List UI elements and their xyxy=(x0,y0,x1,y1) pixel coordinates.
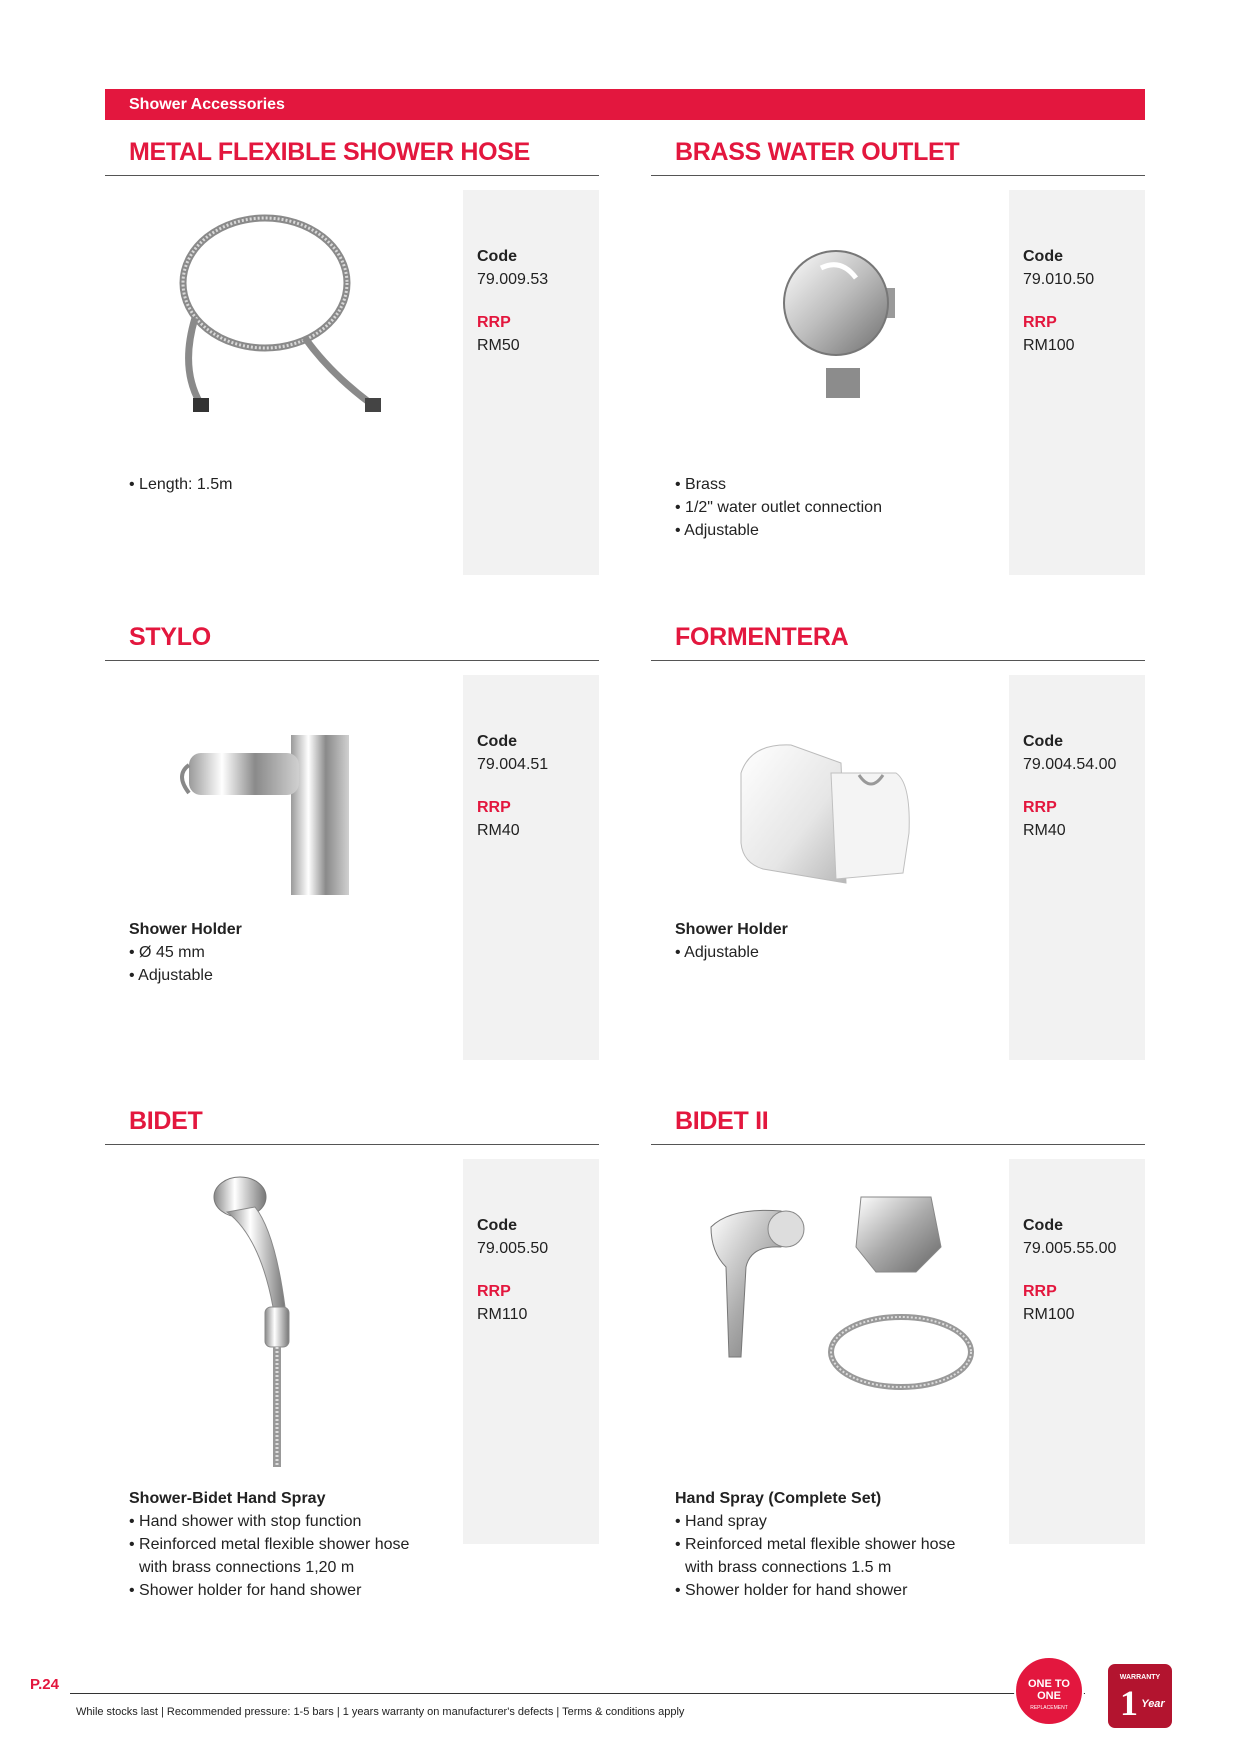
product-title: BIDET xyxy=(129,1107,203,1135)
feature-item: • Adjustable xyxy=(675,522,759,539)
bidet-complete-set-image xyxy=(671,1167,991,1417)
product-code: 79.010.50 xyxy=(1023,271,1095,288)
description-heading: Shower-Bidet Hand Spray xyxy=(129,1490,326,1507)
feature-item: • Ø 45 mm xyxy=(129,944,205,961)
feature-item: • Shower holder for hand shower xyxy=(675,1582,908,1599)
rrp-label: RRP xyxy=(1023,1283,1057,1300)
product-price: RM100 xyxy=(1023,1306,1075,1323)
product-description xyxy=(675,473,882,542)
product-card-formentera xyxy=(651,623,1145,1043)
feature-item: with brass connections 1,20 m xyxy=(139,1559,355,1576)
product-info-panel xyxy=(1009,190,1145,575)
code-label: Code xyxy=(477,733,517,750)
badge-line-3: REPLACEMENT xyxy=(1030,1705,1068,1711)
product-code: 79.004.51 xyxy=(477,756,549,773)
product-title: STYLO xyxy=(129,623,211,651)
warranty-years: 1 xyxy=(1120,1683,1138,1723)
feature-item: • Hand shower with stop function xyxy=(129,1513,362,1530)
description-heading: Hand Spray (Complete Set) xyxy=(675,1490,882,1507)
feature-item: • Reinforced metal flexible shower hose xyxy=(129,1536,410,1553)
feature-item: • Adjustable xyxy=(129,967,213,984)
product-description xyxy=(675,918,788,964)
product-info-panel xyxy=(1009,1159,1145,1544)
feature-item: • Hand spray xyxy=(675,1513,767,1530)
page-number: P.24 xyxy=(30,1676,59,1693)
bidet-hand-spray-image xyxy=(125,1167,445,1467)
title-divider xyxy=(105,1144,599,1145)
product-card-bidet xyxy=(105,1107,599,1599)
product-info-panel xyxy=(1009,675,1145,1060)
section-header: Shower Accessories xyxy=(105,89,1145,120)
title-divider xyxy=(105,660,599,661)
code-label: Code xyxy=(1023,248,1063,265)
product-title: BIDET II xyxy=(675,1107,769,1135)
formentera-holder-image xyxy=(671,683,991,933)
product-price: RM100 xyxy=(1023,337,1075,354)
rrp-label: RRP xyxy=(477,799,511,816)
product-card-brass-water-outlet xyxy=(651,138,1145,558)
product-description xyxy=(129,918,242,987)
title-divider xyxy=(651,1144,1145,1145)
product-info-panel xyxy=(463,1159,599,1544)
product-price: RM40 xyxy=(477,822,520,839)
stylo-holder-image xyxy=(125,683,445,933)
feature-item: • Brass xyxy=(675,476,726,493)
badge-line-1: ONE TO xyxy=(1028,1678,1070,1690)
footer-note: While stocks last | Recommended pressure: 1-5 bars | 1 years warranty on manufacturer's defects | Terms & conditions apply xyxy=(76,1706,685,1718)
title-divider xyxy=(651,660,1145,661)
rrp-label: RRP xyxy=(1023,314,1057,331)
shower-hose-image xyxy=(125,198,445,448)
product-card-bidet-ii xyxy=(651,1107,1145,1599)
code-label: Code xyxy=(477,1217,517,1234)
code-label: Code xyxy=(1023,1217,1063,1234)
title-divider xyxy=(651,175,1145,176)
product-description xyxy=(129,1487,409,1602)
product-code: 79.005.50 xyxy=(477,1240,549,1257)
product-title: FORMENTERA xyxy=(675,623,849,651)
product-info-panel xyxy=(463,190,599,575)
one-to-one-replacement-badge-icon xyxy=(1013,1655,1085,1727)
product-code: 79.005.55.00 xyxy=(1023,1240,1117,1257)
rrp-label: RRP xyxy=(477,1283,511,1300)
warranty-badge-icon xyxy=(1105,1661,1175,1731)
feature-item: • Shower holder for hand shower xyxy=(129,1582,362,1599)
footer-divider xyxy=(70,1693,1085,1694)
product-info-panel xyxy=(463,675,599,1060)
product-description xyxy=(129,473,232,496)
product-card-shower-hose xyxy=(105,138,599,558)
product-code: 79.004.54.00 xyxy=(1023,756,1117,773)
feature-item: • Adjustable xyxy=(675,944,759,961)
product-price: RM40 xyxy=(1023,822,1066,839)
feature-item: • Length: 1.5m xyxy=(129,476,233,493)
rrp-label: RRP xyxy=(1023,799,1057,816)
rrp-label: RRP xyxy=(477,314,511,331)
code-label: Code xyxy=(477,248,517,265)
warranty-label: WARRANTY xyxy=(1119,1674,1161,1681)
warranty-unit: Year xyxy=(1141,1698,1165,1710)
badge-line-2: ONE xyxy=(1037,1690,1061,1702)
water-outlet-image xyxy=(671,198,991,448)
feature-item: • Reinforced metal flexible shower hose xyxy=(675,1536,956,1553)
feature-item: • 1/2" water outlet connection xyxy=(675,499,882,516)
title-divider xyxy=(105,175,599,176)
product-price: RM50 xyxy=(477,337,520,354)
code-label: Code xyxy=(1023,733,1063,750)
product-title: METAL FLEXIBLE SHOWER HOSE xyxy=(129,138,531,166)
description-heading: Shower Holder xyxy=(129,921,242,938)
product-card-stylo xyxy=(105,623,599,1043)
product-code: 79.009.53 xyxy=(477,271,549,288)
feature-item: with brass connections 1.5 m xyxy=(685,1559,892,1576)
product-description xyxy=(675,1487,955,1602)
description-heading: Shower Holder xyxy=(675,921,788,938)
product-title: BRASS WATER OUTLET xyxy=(675,138,960,166)
product-price: RM110 xyxy=(477,1306,528,1323)
